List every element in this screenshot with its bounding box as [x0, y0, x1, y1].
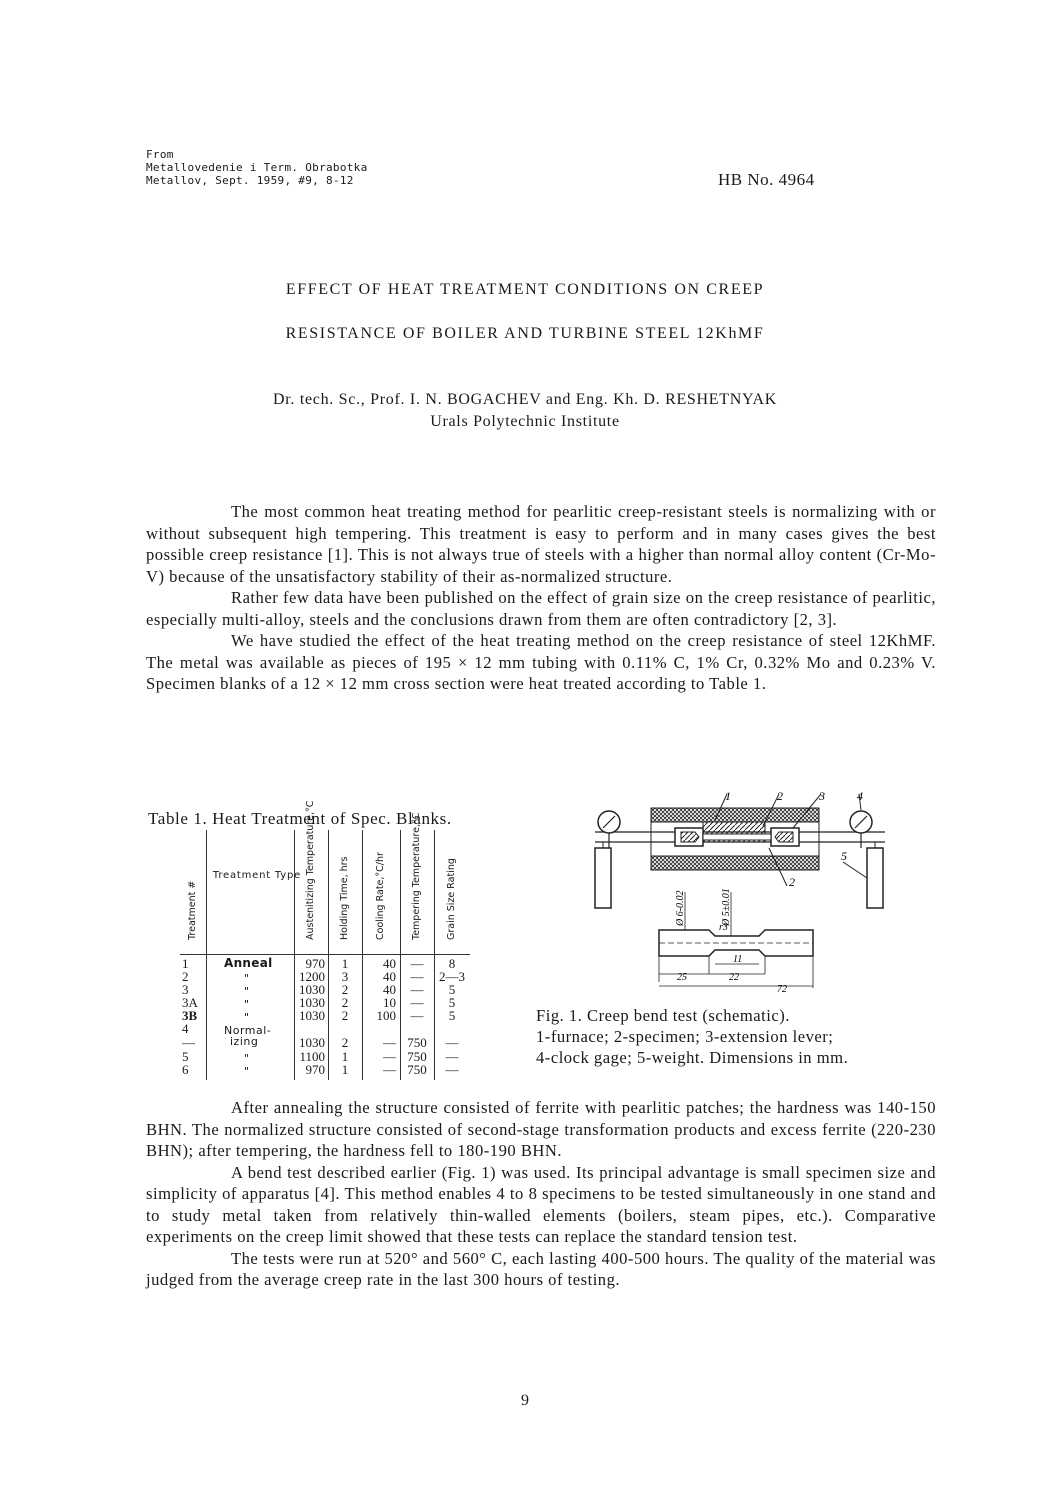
- header-grain-size: Grain Size Rating: [446, 858, 457, 940]
- specimen: [703, 834, 771, 840]
- creep-bend-test-figure: [585, 790, 905, 1000]
- weight: [867, 842, 883, 908]
- header-treatment-no: Treatment #: [187, 880, 198, 940]
- title-line-1: EFFECT OF HEAT TREATMENT CONDITIONS ON CREEP: [285, 281, 765, 298]
- header-holding-time: Holding Time, hrs: [339, 856, 350, 940]
- heat-treatment-table: Treatment # Treatment Type Austenitizing Temperature,°C Holding Time, hrs Cooling Rate,°C/hr Tempering Temperature,°C Grain Size Rating 1 Anneal 970 1 40 — 8 2 " 1200 3 40 — 2—3 3 " 1030 2 40 — 5 3A " 1030 2 10 — 5 3B " 1030 2 100 — 5 4 Normal- — izing 1030 2 — 750 — 5 " 1100 1 — 750 — 6 " 970 1 — 750 —: [180, 830, 470, 1080]
- figure-caption-line: Fig. 1. Creep bend test (schematic).: [536, 1006, 790, 1025]
- source-line: From: [146, 148, 174, 161]
- paragraph: The tests were run at 520° and 560° C, each lasting 400-500 hours. The quality of the material was judged from the average creep rate in the last 300 hours of testing.: [146, 1248, 936, 1289]
- page-number: 9: [521, 1392, 529, 1409]
- author-affiliation: Urals Polytechnic Institute: [430, 413, 620, 430]
- figure-label-5: 5: [841, 849, 847, 863]
- paragraph: Rather few data have been published on the effect of grain size on the creep resistance of pearlitic, especially multi-alloy, steels and the conclusions drawn from them are often contradictory [2, 3].: [146, 588, 936, 629]
- figure-caption-line: 1-furnace; 2-specimen; 3-extension lever;: [536, 1027, 834, 1046]
- weight: [595, 842, 611, 908]
- title-line-2: RESISTANCE OF BOILER AND TURBINE STEEL 12KhMF: [285, 325, 765, 342]
- results-text: [146, 1097, 936, 1291]
- specimen-grip: [771, 828, 799, 846]
- dimension-72: 72: [777, 984, 787, 995]
- header-cooling-rate: Cooling Rate,°C/hr: [375, 852, 386, 940]
- header-treatment-type: Treatment Type: [212, 870, 302, 881]
- header-austenitizing: Austenitizing Temperature,°C: [305, 800, 316, 940]
- figure-label-4: 4: [857, 790, 863, 803]
- dimension-diameter-5: Ø 5±0.01: [721, 888, 732, 926]
- figure-label-2b: 2: [789, 875, 795, 889]
- figure-caption: [536, 1005, 956, 1068]
- dimension-diameter-6: Ø 6-0.02: [675, 890, 686, 926]
- paragraph: We have studied the effect of the heat treating method on the creep resistance of steel 12KhMF. The metal was available as pieces of 195 × 12 mm tubing with 0.11% C, 1% Cr, 0.32% Mo and 0.23% V. Specimen blanks of a 12 × 12 mm cross section were heat treated according to Table 1.: [146, 631, 936, 693]
- paragraph: The most common heat treating method for pearlitic creep-resistant steels is normalizing with or without subsequent high tempering. This treatment is easy to perform and in many cases gives the best possible creep resistance [1]. This is not always true of steels with a higher than normal alloy content (Cr-Mo-V) because of the unsatisfactory stability of their as-normalized structure.: [146, 502, 936, 586]
- source-line: Metallov, Sept. 1959, #9, 8-12: [146, 174, 354, 187]
- leader-line: [843, 862, 867, 878]
- hb-number: HB No. 4964: [718, 170, 815, 189]
- paragraph: After annealing the structure consisted of ferrite with pearlitic patches; the hardness was 140-150 BHN. The normalized structure consisted of second-stage transformation products and excess ferrite (220-230 BHN); after tempering, the hardness fell to 180-190 BHN.: [146, 1098, 936, 1160]
- figure-label-1: 1: [725, 790, 731, 803]
- figure-label-3: 3: [819, 790, 825, 803]
- specimen-grip: [675, 828, 703, 846]
- figure-caption-line: 4-clock gage; 5-weight. Dimensions in mm.: [536, 1048, 849, 1067]
- intro-text: [146, 501, 936, 695]
- author-names: Dr. tech. Sc., Prof. I. N. BOGACHEV and Eng. Kh. D. RESHETNYAK: [273, 391, 777, 408]
- dimension-11: 11: [733, 954, 743, 965]
- source-citation: [146, 148, 368, 187]
- paragraph: A bend test described earlier (Fig. 1) was used. Its principal advantage is small specimen size and simplicity of apparatus [4]. This method enables 4 to 8 specimens to be tested simultaneously in one stand and to study metal taken from relatively thin-walled elements (boilers, steam pipes, etc.). Comparative experiments on the creep limit showed that these tests can replace the standard tension test.: [146, 1162, 936, 1246]
- dimension-radius: r3: [719, 922, 728, 933]
- dimension-25: 25: [677, 972, 687, 983]
- source-line: Metallovedenie i Term. Obrabotka: [146, 161, 368, 174]
- figure-label-2: 2: [777, 790, 783, 803]
- header-tempering: Tempering Temperature,°C: [411, 812, 422, 940]
- dimension-22: 22: [729, 972, 739, 983]
- table-caption: Table 1. Heat Treatment of Spec. Blanks.: [148, 809, 452, 828]
